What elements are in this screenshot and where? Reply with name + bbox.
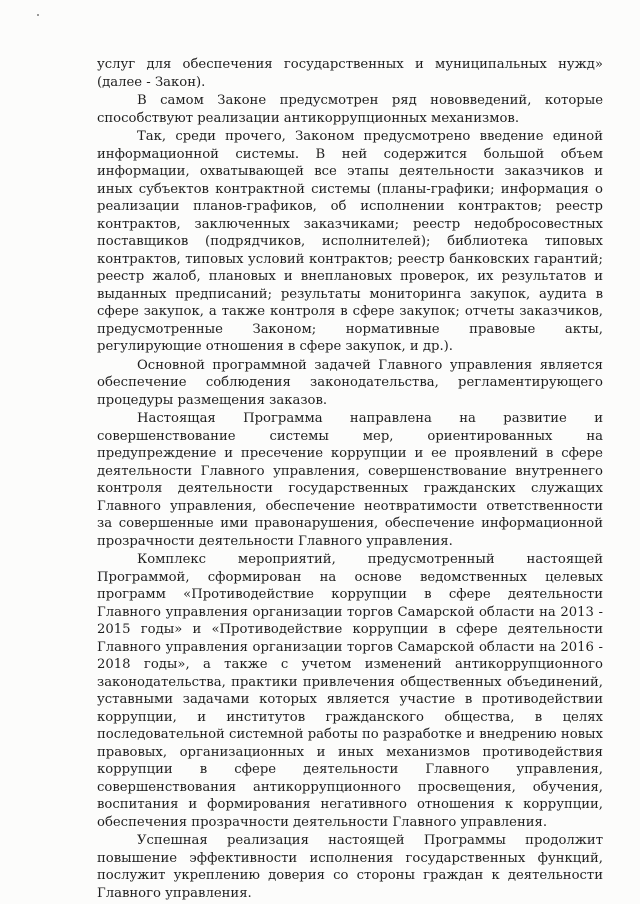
document-body bbox=[97, 56, 603, 902]
paragraph-continuation: услуг для обеспечения государственных и муниципальных нужд» (далее - Закон). bbox=[97, 57, 603, 90]
paragraph-program-direction: Настоящая Программа направлена на развитие и совершенствование системы мер, ориентированных на предупреждение и пресечение коррупции и ее проявлений в сфере деятельности Главного управления, совершенствование внутреннего контроля деятельности государственных гражданских служащих Главного управления, обеспечение неотвратимости ответственности за совершенные ими правонарушения, обеспечение информационной прозрачности деятельности Главного управления. bbox=[97, 411, 603, 549]
paragraph-main-task: Основной программной задачей Главного управления является обеспечение соблюдения законодательства, регламентирующего процедуры размещения заказов. bbox=[97, 357, 603, 408]
paragraph-measures-complex: Комплекс мероприятий, предусмотренный настоящей Программой, сформирован на основе ведомственных целевых программ «Противодействие коррупции в сфере деятельности Главного управления организации торгов Самарской области на 2013 - 2015 годы» и «Противодействие коррупции в сфере деятельности Главного управления организации торгов Самарской области на 2016 - 2018 годы», а также с учетом изменений антикоррупционного законодательства, практики привлечения общественных объединений, уставными задачами которых является участие в противодействии коррупции, и институтов гражданского общества, в целях последовательной системной работы по разработке и внедрению новых правовых, организационных и иных механизмов противодействия коррупции в сфере деятельности Главного управления, совершенствования антикоррупционного просвещения, обучения, воспитания и формирования негативного отношения к коррупции, обеспечения прозрачности деятельности Главного управления. bbox=[97, 552, 603, 830]
paragraph-successful-implementation: Успешная реализация настоящей Программы продолжит повышение эффективности исполнения государственных функций, послужит укреплению доверия со стороны граждан к деятельности Главного управления. bbox=[97, 833, 603, 901]
paragraph-innovations: В самом Законе предусмотрен ряд нововведений, которые способствуют реализации антикоррупционных механизмов. bbox=[97, 93, 603, 126]
paragraph-information-system: Так, среди прочего, Законом предусмотрено введение единой информационной системы. В ней содержится большой объем информации, охватывающей все этапы деятельности заказчиков и иных субъектов контрактной системы (планы-графики; информация о реализации планов-графиков, об исполнении контрактов; реестр контрактов, заключенных заказчиками; реестр недобросовестных поставщиков (подрядчиков, исполнителей); библиотека типовых контрактов, типовых условий контрактов; реестр банковских гарантий; реестр жалоб, плановых и внеплановых проверок, их результатов и выданных предписаний; результаты мониторинга закупок, аудита в сфере закупок, а также контроля в сфере закупок; отчеты заказчиков, предусмотренные Законом; нормативные правовые акты, регулирующие отношения в сфере закупок, и др.). bbox=[97, 129, 603, 354]
scan-speck bbox=[37, 14, 39, 16]
